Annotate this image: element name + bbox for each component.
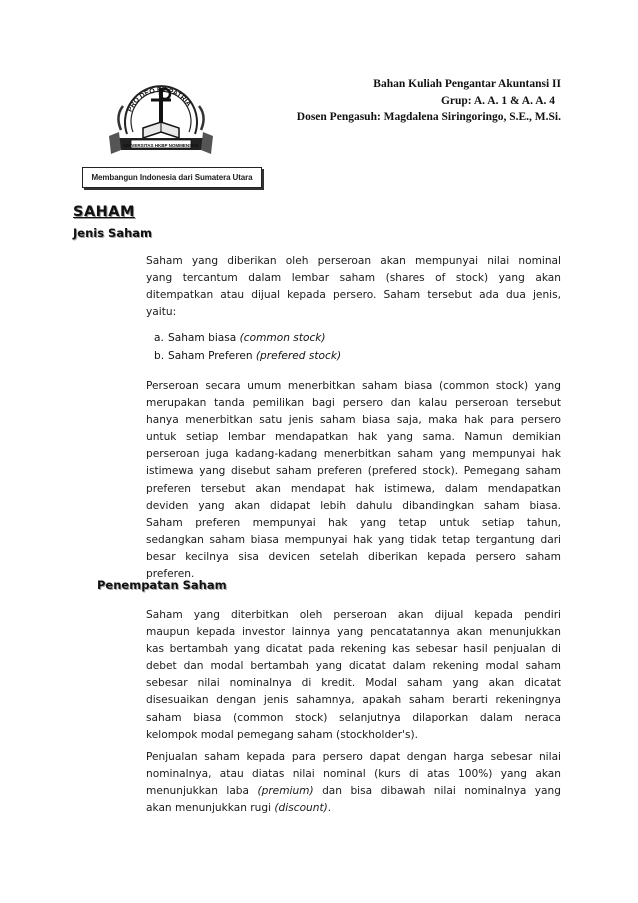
- text-line: sebesar nilai nominalnya di kredit. Modal saham yang akan dicatat: [146, 677, 561, 690]
- text-run: akan menunjukkan rugi: [146, 802, 275, 815]
- text-line: saham biasa (common stock) selanjutnya dilaporkan dalam neraca: [146, 711, 561, 724]
- text-line: maupun kepada investor lainnya yang pencatatannya akan menunjukkan: [146, 626, 561, 639]
- paragraph-intro: [146, 253, 561, 321]
- text-run: menunjukkan laba: [146, 785, 258, 798]
- text-line: deviden yang akan didapat lebih dahulu dibandingkan saham biasa.: [146, 499, 561, 512]
- term-premium: (premium): [257, 785, 314, 798]
- course-title: Bahan Kuliah Pengantar Akuntansi II: [373, 78, 561, 90]
- term-discount: (discount): [274, 802, 328, 815]
- list-marker: a.: [154, 332, 164, 344]
- text-line: yang tercantum dalam lembar saham (shares of stock) yang akan: [146, 272, 561, 285]
- text-line: istimewa yang disebut saham preferen (prefered stock). Pemegang saham: [146, 465, 561, 478]
- text-line: [146, 800, 561, 817]
- university-crest-icon: [105, 72, 217, 164]
- text-line: yaitu:: [146, 306, 177, 319]
- paragraph-placement: [146, 607, 561, 744]
- paragraph-stock-types: [146, 378, 561, 583]
- text-line: debet dan modal bertambah yang dicatat dalam rekening modal saham: [146, 660, 561, 673]
- page-title: SAHAM: [73, 204, 135, 220]
- list-marker: b.: [154, 349, 165, 362]
- logo-motto-bottom: UNIVERSITAS HKBP NOMMENSEN: [123, 143, 199, 148]
- document-header: [297, 76, 561, 126]
- section-heading-penempatan-saham: Penempatan Saham: [97, 578, 227, 592]
- list-item: [154, 348, 341, 366]
- text-line: Penjualan saham kepada para persero dapat dengan harga sebesar nilai: [146, 751, 561, 763]
- text-line: kas bertambah yang dicatat pada rekening kas sebesar hasil penjualan di: [146, 643, 561, 656]
- text-line: preferen.: [146, 568, 195, 581]
- text-line: Saham yang diberikan oleh perseroan akan mempunyai nilai nominal: [146, 255, 561, 267]
- text-line: nominalnya, atau diatas nilai nominal (kurs di atas 100%) yang akan: [146, 768, 561, 781]
- text-line: Saham preferen mempunyai hak yang tetap untuk setiap tahun,: [146, 516, 561, 529]
- group-label: Grup: A. A. 1 & A. A. 4: [440, 94, 555, 107]
- text-line: ditempatkan atau dijual kepada persero. Saham tersebut ada dua jenis,: [146, 289, 561, 302]
- section-heading-jenis-saham: Jenis Saham: [73, 226, 153, 240]
- logo-motto-top: PRO DEO ET PATRIA: [126, 86, 193, 114]
- text-run: dan bisa dibawah nilai nominalnya yang: [313, 785, 561, 798]
- text-line: Saham yang diterbitkan oleh perseroan akan dijual kepada pendiri: [146, 609, 561, 621]
- text-line: sedangkan saham biasa mempunyai hak yang tidak tetap tergantung dari: [146, 533, 561, 546]
- text-line: [146, 783, 561, 800]
- stock-types-list: [154, 330, 341, 365]
- lecturer-label: Dosen Pengasuh: Magdalena Siringoringo, S.E., M.Si.: [296, 111, 561, 123]
- text-line: untuk setiap lembar mendapatkan hak yang sama. Namun demikian: [146, 431, 561, 444]
- text-line: disesuaikan dengan jenis sahamnya, apakah saham berarti rekeningnya: [146, 694, 561, 707]
- list-item-text: Saham Preferen: [168, 349, 256, 362]
- list-item-text: Saham biasa: [168, 332, 240, 344]
- list-item: [154, 330, 341, 348]
- text-line: hanya menerbitkan satu jenis saham biasa saja, maka hak para persero: [146, 414, 561, 427]
- svg-text:PRO DEO ET PATRIA: [127, 87, 192, 113]
- list-item-term: (common stock): [239, 332, 326, 344]
- list-item-term: (prefered stock): [255, 349, 342, 362]
- text-line: besar kecilnya sisa devicen setelah diberikan kepada persero saham: [146, 550, 561, 563]
- text-line: merupakan tanda pemilikan bagi persero dan kalau perseroan tersebut: [146, 397, 561, 410]
- text-line: preferen tersebut akan mendapat hak istimewa, dalam mendapatkan: [146, 482, 561, 495]
- paragraph-sale: [146, 749, 561, 817]
- tagline-box: Membangun Indonesia dari Sumatera Utara: [82, 167, 262, 188]
- text-line: perseroan juga kadang-kadang menerbitkan saham yang mempunyai hak: [146, 448, 561, 461]
- text-line: kelompok modal pemegang saham (stockholder's).: [146, 728, 418, 741]
- text-line: Perseroan secara umum menerbitkan saham biasa (common stock) yang: [146, 380, 561, 392]
- text-run: .: [327, 802, 332, 815]
